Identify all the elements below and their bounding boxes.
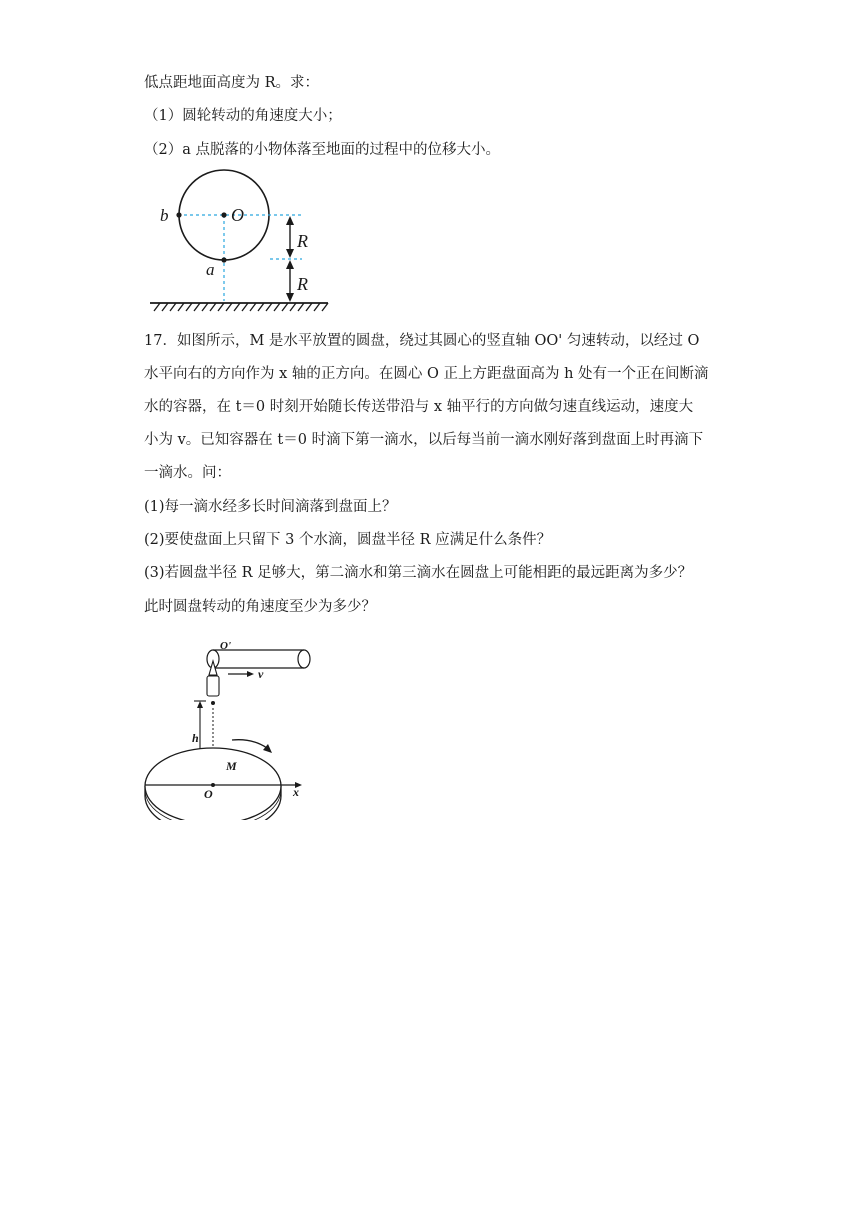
label-x: x <box>293 785 299 799</box>
problem16-intro-tail: 低点距地面高度为 R。求： <box>144 75 320 91</box>
label-O-disk: O <box>204 787 213 801</box>
label-M: M <box>226 759 237 773</box>
ground-hatching <box>150 303 328 311</box>
disk-figure <box>140 638 320 820</box>
problem17-question-2: (2)要使盘面上只留下 3 个水滴，圆盘半径 R 应满足什么条件？ <box>144 532 552 548</box>
wheel-figure <box>140 168 340 320</box>
label-v: v <box>258 667 264 681</box>
point-b <box>176 212 181 217</box>
point-O <box>221 212 226 217</box>
problem17-question-3-line-1: (3)若圆盘半径 R 足够大，第二滴水和第三滴水在圆盘上可能相距的最远距离为多少？ <box>144 565 693 581</box>
dimension-arrow-upper <box>286 216 294 258</box>
conveyor-belt <box>207 650 310 668</box>
problem16-question-1: （1）圆轮转动的角速度大小； <box>144 108 342 124</box>
problem17-line-3: 水的容器，在 t＝0 时刻开始随长传送带沿与 x 轴平行的方向做匀速直线运动，速度大 <box>144 399 694 415</box>
velocity-arrow <box>228 671 254 677</box>
dimension-arrow-lower <box>286 260 294 302</box>
problem17-line-2: 水平向右的方向作为 x 轴的正方向。在圆心 O 正上方距盘面高为 h 处有一个正在间断滴 <box>144 366 709 382</box>
label-O-prime: O' <box>220 640 231 652</box>
point-a <box>221 257 226 262</box>
problem17-line-5: 一滴水。问： <box>144 465 231 481</box>
problem16-question-2: （2）a 点脱落的小物体落至地面的过程中的位移大小。 <box>144 142 500 158</box>
water-drop <box>211 701 215 705</box>
label-R-lower: R <box>297 274 308 294</box>
label-h: h <box>192 731 199 745</box>
problem17-question-3-line-2: 此时圆盘转动的角速度至少为多少？ <box>144 599 376 615</box>
problem17-line-4: 小为 v。已知容器在 t＝0 时滴下第一滴水，以后每当前一滴水刚好落到盘面上时再滴下 <box>144 432 704 448</box>
label-b: b <box>160 206 169 225</box>
problem17-question-1: (1)每一滴水经多长时间滴落到盘面上？ <box>144 499 397 515</box>
label-a: a <box>206 260 215 279</box>
label-R-upper: R <box>297 231 308 251</box>
problem17-line-1: 17．如图所示，M 是水平放置的圆盘，绕过其圆心的竖直轴 OO' 匀速转动，以经过 O <box>144 333 700 349</box>
label-O-wheel: O <box>231 205 244 225</box>
